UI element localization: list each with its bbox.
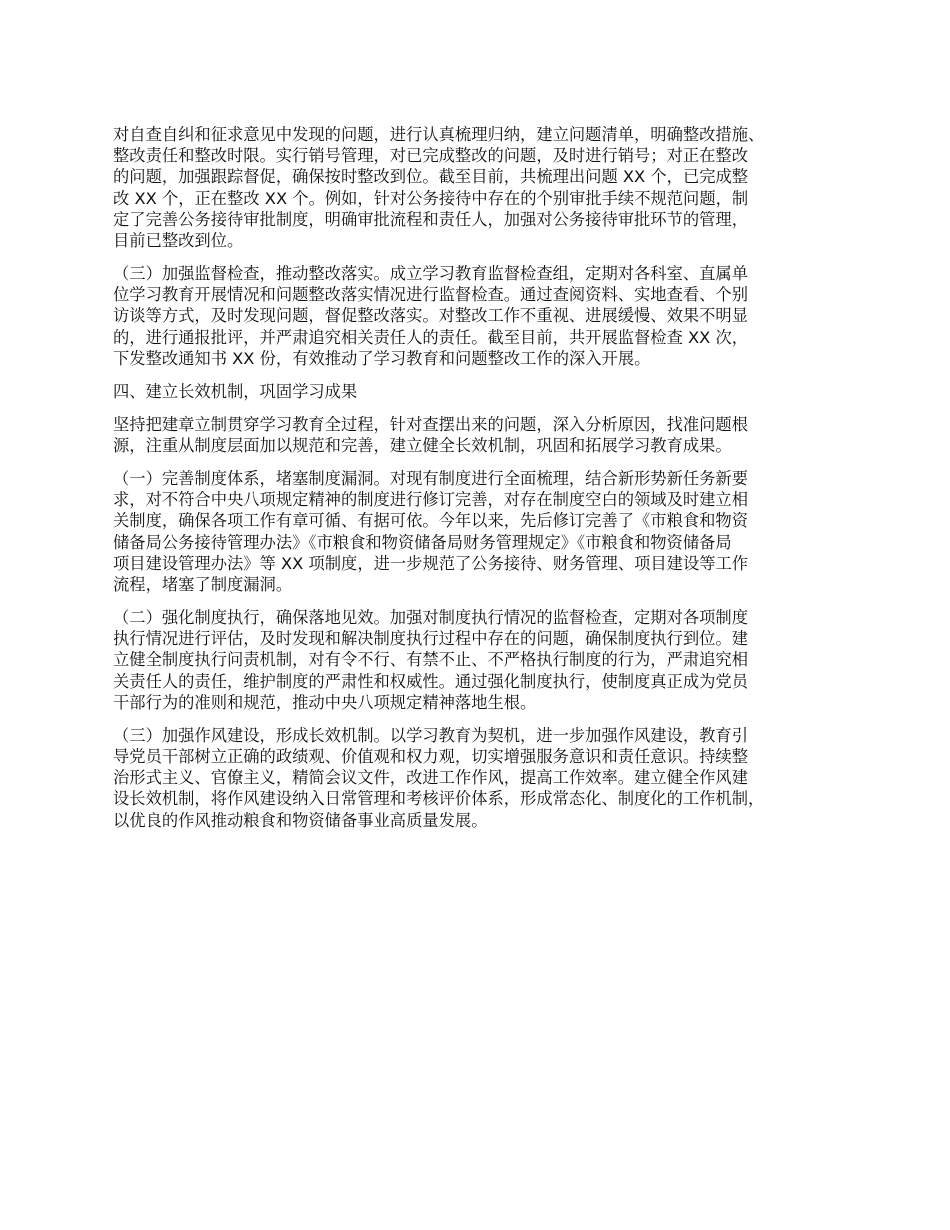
text-line: 立健全制度执行问责机制，对有令不行、有禁不止、不严格执行制度的行为，严肃追究相: [113, 650, 748, 670]
text-line: 导党员干部树立正确的政绩观、价值观和权力观，切实增强服务意识和责任意识。持续整: [113, 747, 748, 767]
text-line: 设长效机制，将作风建设纳入日常管理和考核评价体系，形成常态化、制度化的工作机制，: [113, 789, 765, 809]
text-line: （三）加强监督检查，推动整改落实。成立学习教育监督检查组，定期对各科室、直属单: [113, 264, 748, 284]
text-line: 干部行为的准则和规范，推动中央八项规定精神落地生根。: [113, 692, 537, 712]
text-line: 下发整改通知书 XX 份，有效推动了学习教育和问题整改工作的深入开展。: [113, 348, 651, 368]
text-line: （二）强化制度执行，确保落地见效。加强对制度执行情况的监督检查，定期对各项制度: [113, 608, 748, 628]
text-line: （三）加强作风建设，形成长效机制。以学习教育为契机，进一步加强作风建设，教育引: [113, 725, 748, 745]
paragraph-enforce-system: [113, 607, 858, 713]
text-line: 的问题，加强跟踪督促，确保按时整改到位。截至目前，共梳理出问题 XX 个，已完成整: [113, 167, 749, 187]
paragraph-rectification-list: [113, 124, 858, 251]
text-line: 关制度，确保各项工作有章可循、有据可依。今年以来，先后修订完善了《市粮食和物资: [113, 511, 748, 531]
text-line: 访谈等方式，及时发现问题，督促整改落实。对整改工作不重视、进展缓慢、效果不明显: [113, 306, 748, 326]
text-line: 关责任人的责任，维护制度的严肃性和权威性。通过强化制度执行，使制度真正成为党员: [113, 671, 748, 691]
text-line: （一）完善制度体系，堵塞制度漏洞。对现有制度进行全面梳理，结合新形势新任务新要: [113, 469, 748, 489]
text-line: 储备局公务接待管理办法》《市粮食和物资储备局财务管理规定》《市粮食和物资储备局: [113, 532, 732, 552]
text-line: 坚持把建章立制贯穿学习教育全过程，针对查摆出来的问题，深入分析原因，找准问题根: [113, 414, 748, 434]
text-line: 以优良的作风推动粮食和物资储备事业高质量发展。: [113, 810, 488, 830]
text-line: 流程，堵塞了制度漏洞。: [113, 575, 293, 595]
paragraph-improve-system: [113, 468, 858, 595]
document-body: [113, 124, 858, 843]
paragraph-section-intro: [113, 414, 858, 456]
text-line: 整改责任和整改时限。实行销号管理，对已完成整改的问题，及时进行销号；对正在整改: [113, 146, 748, 166]
text-line: 项目建设管理办法》等 XX 项制度，进一步规范了公务接待、财务管理、项目建设等工作: [113, 553, 749, 573]
text-line: 治形式主义、官僚主义，精简会议文件，改进工作作风，提高工作效率。建立健全作风建: [113, 768, 748, 788]
text-line: 执行情况进行评估，及时发现和解决制度执行过程中存在的问题，确保制度执行到位。建: [113, 629, 748, 649]
text-line: 定了完善公务接待审批制度，明确审批流程和责任人，加强对公务接待审批环节的管理，: [113, 209, 748, 229]
paragraph-work-style: [113, 725, 858, 831]
paragraph-supervision-inspection: [113, 263, 858, 369]
text-line: 对自查自纠和征求意见中发现的问题，进行认真梳理归纳，建立问题清单，明确整改措施、: [113, 125, 765, 144]
text-line: 源，注重从制度层面加以规范和完善，建立健全长效机制，巩固和拓展学习教育成果。: [113, 436, 732, 456]
text-line: 位学习教育开展情况和问题整改落实情况进行监督检查。通过查阅资料、实地查看、个别: [113, 285, 748, 305]
text-line: 的，进行通报批评，并严肃追究相关责任人的责任。截至目前，共开展监督检查 XX 次，: [113, 327, 749, 347]
text-line: 改 XX 个，正在整改 XX 个。例如，针对公务接待中存在的个别审批手续不规范问题，制: [113, 188, 749, 208]
text-line: 目前已整改到位。: [113, 231, 244, 251]
section-heading: [113, 381, 858, 402]
text-line: 求，对不符合中央八项规定精神的制度进行修订完善，对存在制度空白的领域及时建立相: [113, 490, 748, 510]
section-heading-text: 四、建立长效机制，巩固学习成果: [113, 381, 358, 401]
